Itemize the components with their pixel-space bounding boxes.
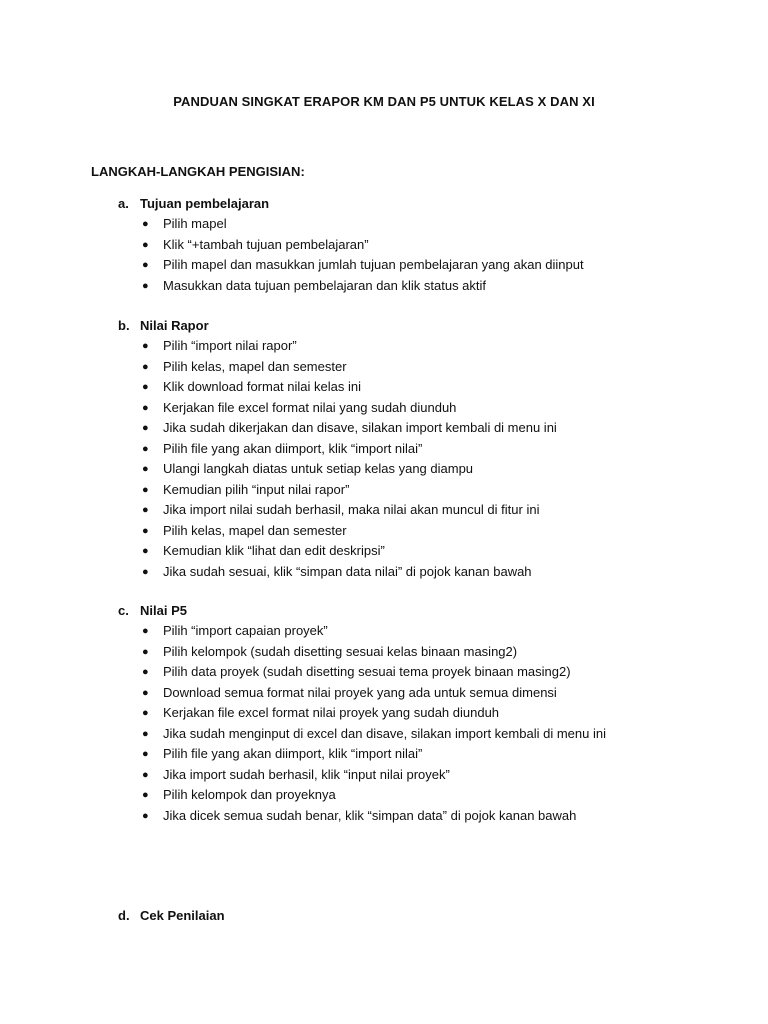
section-nilai-p5 [118, 601, 718, 826]
section-letter: d. [118, 908, 130, 923]
section-header [118, 906, 718, 926]
step-text: Pilih mapel dan masukkan jumlah tujuan pembelajaran yang akan diinput [163, 257, 584, 272]
step-text: Pilih kelompok (sudah disetting sesuai kelas binaan masing2) [163, 643, 518, 659]
bullet-icon: ● [142, 483, 149, 496]
step-text: Kemudian pilih “input nilai rapor” [163, 481, 350, 497]
step-text: Pilih data proyek (sudah disetting sesuai tema proyek binaan masing2) [163, 664, 571, 679]
list-item [118, 662, 718, 683]
bullet-icon: ● [142, 524, 149, 537]
list-item [118, 357, 718, 378]
bullet-icon: ● [142, 625, 149, 637]
step-text: Pilih kelas, mapel dan semester [163, 358, 347, 374]
bullet-icon: ● [142, 340, 149, 352]
section-title: Tujuan pembelajaran [140, 196, 270, 211]
list-item [118, 765, 718, 786]
step-text: Kerjakan file excel format nilai proyek yang sudah diunduh [163, 705, 500, 720]
list-item [118, 541, 718, 562]
step-list [118, 214, 718, 296]
bullet-icon: ● [142, 645, 149, 658]
bullet-icon: ● [142, 789, 149, 801]
step-text: Jika import sudah berhasil, klik “input nilai proyek” [163, 766, 450, 782]
bullet-icon: ● [142, 279, 149, 292]
section-letter: a. [118, 196, 129, 211]
bullet-icon: ● [142, 686, 149, 699]
step-text: Pilih “import nilai rapor” [163, 338, 297, 353]
section-title: Nilai Rapor [140, 318, 209, 333]
step-text: Masukkan data tujuan pembelajaran dan klik status aktif [163, 277, 487, 293]
list-item [118, 235, 718, 256]
section-tujuan-pembelajaran [118, 194, 718, 296]
bullet-icon: ● [142, 259, 149, 271]
list-item [118, 214, 718, 235]
bullet-icon: ● [142, 401, 149, 414]
section-letter: c. [118, 603, 129, 618]
bullet-icon: ● [142, 381, 149, 393]
list-item [118, 806, 718, 827]
step-text: Jika sudah menginput di excel dan disave, silakan import kembali di menu ini [163, 725, 606, 741]
list-item [118, 459, 718, 480]
bullet-icon: ● [142, 218, 149, 230]
step-text: Kemudian klik “lihat dan edit deskripsi” [163, 543, 385, 558]
step-text: Jika sudah dikerjakan dan disave, silakan import kembali di menu ini [163, 420, 557, 435]
step-text: Download semua format nilai proyek yang ada untuk semua dimensi [163, 684, 557, 700]
section-title: Nilai P5 [140, 603, 187, 618]
list-item [118, 480, 718, 501]
list-item [118, 521, 718, 542]
bullet-icon: ● [142, 442, 149, 455]
step-text: Ulangi langkah diatas untuk setiap kelas yang diampu [163, 461, 474, 476]
step-text: Pilih kelas, mapel dan semester [163, 522, 347, 538]
list-item [118, 276, 718, 297]
list-item [118, 398, 718, 419]
step-text: Kerjakan file excel format nilai yang sudah diunduh [163, 399, 457, 415]
step-text: Pilih kelompok dan proyeknya [163, 787, 336, 802]
section-letter: b. [118, 318, 130, 333]
step-list [118, 336, 718, 582]
list-item [118, 336, 718, 357]
step-text: Jika import nilai sudah berhasil, maka nilai akan muncul di fitur ini [163, 502, 540, 517]
list-item [118, 703, 718, 724]
steps-heading: LANGKAH-LANGKAH PENGISIAN: [91, 164, 305, 179]
list-item [118, 683, 718, 704]
bullet-icon: ● [142, 360, 149, 373]
section-header [118, 316, 718, 336]
bullet-icon: ● [142, 768, 149, 781]
section-header [118, 194, 718, 214]
step-text: Pilih mapel [163, 216, 227, 231]
list-item [118, 439, 718, 460]
bullet-icon: ● [142, 666, 149, 678]
bullet-icon: ● [142, 809, 149, 822]
bullet-icon: ● [142, 727, 149, 740]
bullet-icon: ● [142, 748, 149, 760]
bullet-icon: ● [142, 463, 149, 475]
section-nilai-rapor [118, 316, 718, 582]
step-text: Pilih “import capaian proyek” [163, 623, 328, 638]
list-item [118, 500, 718, 521]
bullet-icon: ● [142, 422, 149, 434]
step-text: Klik download format nilai kelas ini [163, 379, 361, 394]
step-text: Pilih file yang akan diimport, klik “import nilai” [163, 746, 423, 761]
step-text: Pilih file yang akan diimport, klik “import nilai” [163, 440, 423, 456]
list-item [118, 621, 718, 642]
document-title: PANDUAN SINGKAT ERAPOR KM DAN P5 UNTUK KELAS X DAN XI [173, 94, 595, 109]
section-cek-penilaian [118, 906, 718, 926]
list-item [118, 744, 718, 765]
list-item [118, 377, 718, 398]
section-header [118, 601, 718, 621]
step-text: Jika dicek semua sudah benar, klik “simpan data” di pojok kanan bawah [163, 807, 577, 823]
bullet-icon: ● [142, 545, 149, 557]
list-item [118, 642, 718, 663]
bullet-icon: ● [142, 707, 149, 719]
step-list [118, 621, 718, 826]
list-item [118, 255, 718, 276]
section-title: Cek Penilaian [140, 908, 225, 923]
bullet-icon: ● [142, 238, 149, 251]
step-text: Klik “+tambah tujuan pembelajaran” [163, 236, 369, 252]
step-text: Jika sudah sesuai, klik “simpan data nilai” di pojok kanan bawah [163, 563, 532, 579]
bullet-icon: ● [142, 565, 149, 578]
list-item [118, 724, 718, 745]
list-item [118, 562, 718, 583]
bullet-icon: ● [142, 504, 149, 516]
list-item [118, 785, 718, 806]
list-item [118, 418, 718, 439]
